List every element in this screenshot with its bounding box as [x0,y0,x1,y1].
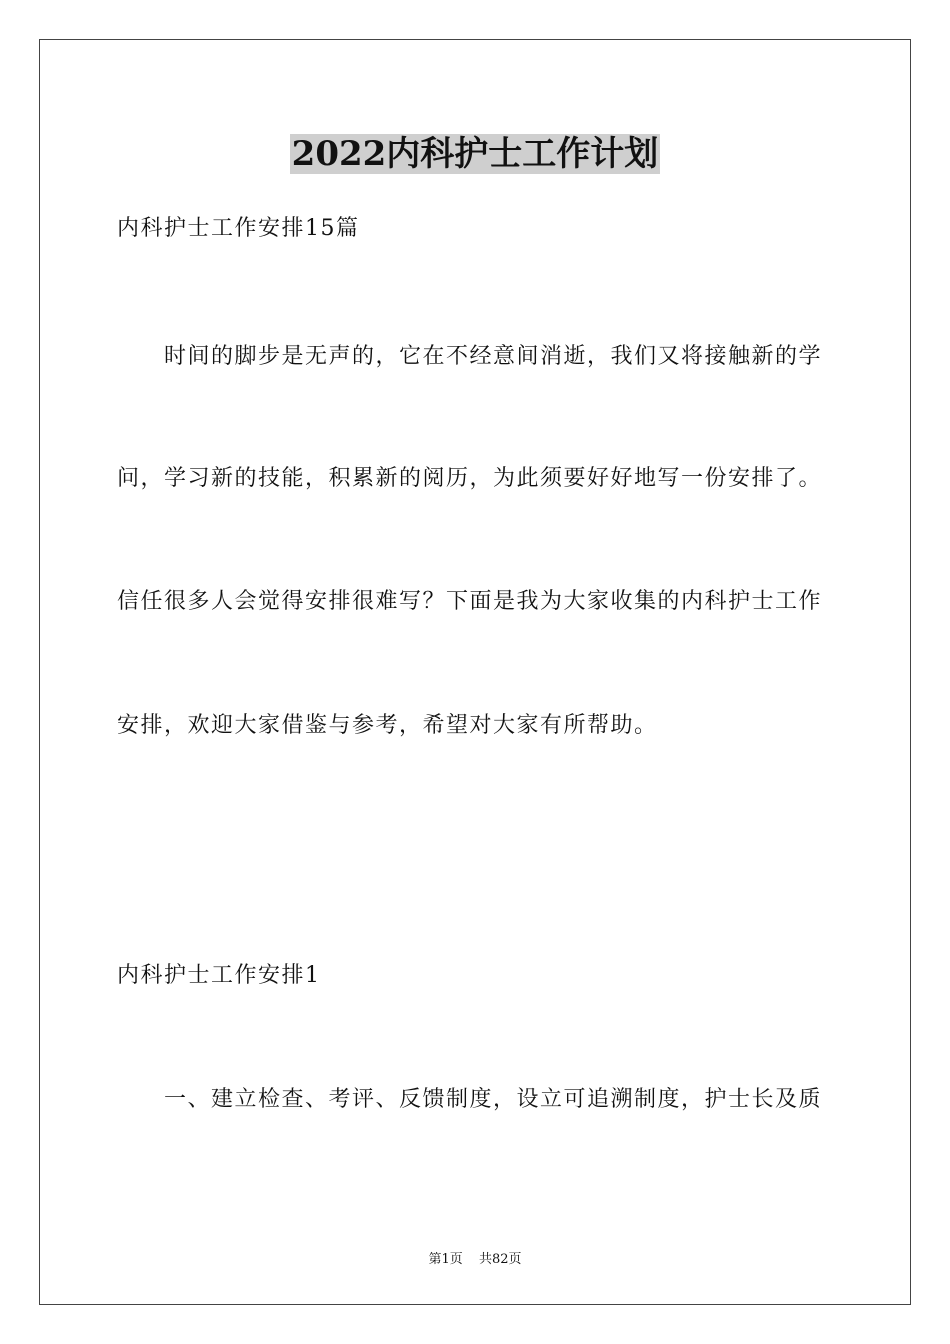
page-footer [0,1248,950,1267]
intro-line-3: 信任很多人会觉得安排很难写？下面是我为大家收集的内科护士工作 [117,589,823,614]
page-number: 第1页 [428,1252,463,1267]
intro-line-4: 安排，欢迎大家借鉴与参考，希望对大家有所帮助。 [117,713,658,738]
section-heading: 内科护士工作安排1 [117,963,321,988]
subtitle: 内科护士工作安排15篇 [117,216,360,241]
document-title: 2022内科护士工作计划 [291,134,659,174]
total-pages: 共82页 [478,1252,522,1267]
document-title-container [0,126,950,175]
section-paragraph-line: 一、建立检查、考评、反馈制度，设立可追溯制度，护士长及质 [164,1087,823,1112]
intro-line-2: 问，学习新的技能，积累新的阅历，为此须要好好地写一份安排了。 [117,466,823,491]
intro-line-1: 时间的脚步是无声的，它在不经意间消逝，我们又将接触新的学 [164,344,823,369]
